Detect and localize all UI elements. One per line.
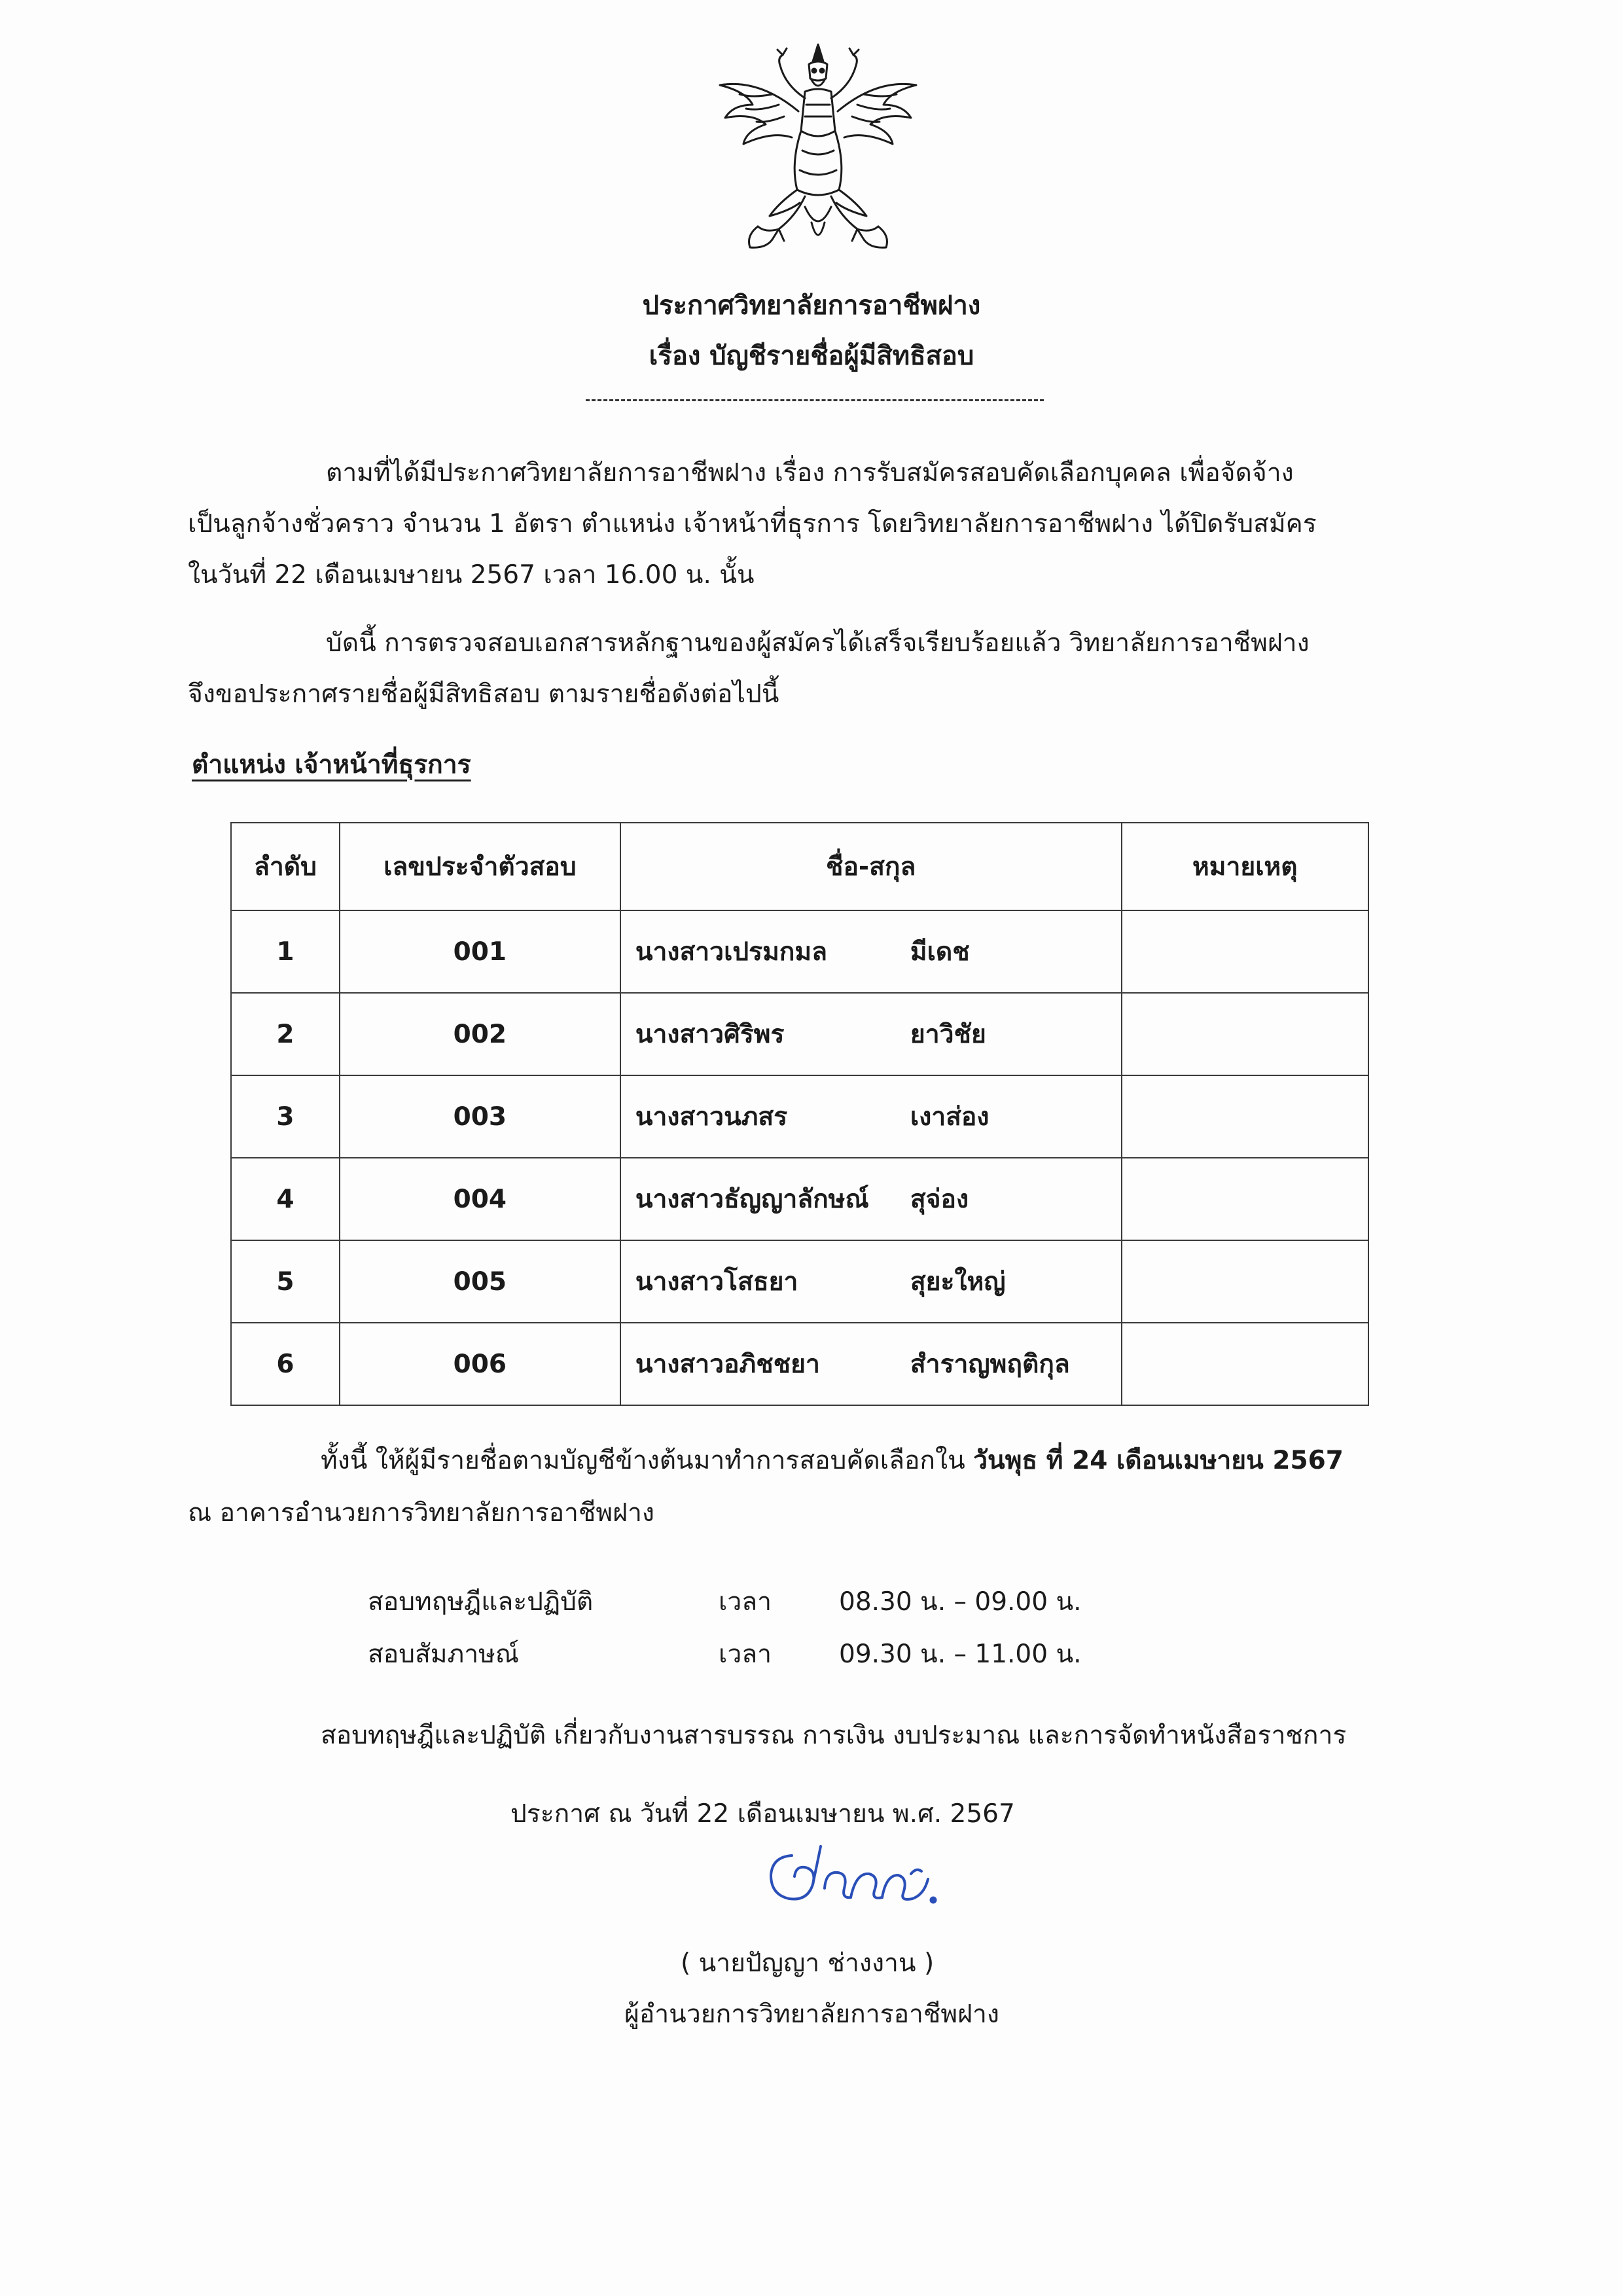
paragraph-2-line-2: จึงขอประกาศรายชื่อผู้มีสิทธิสอบ ตามรายชื่อดังต่อไปนี้ bbox=[188, 679, 779, 709]
row-exam-id: 006 bbox=[340, 1323, 620, 1405]
row-first-name: นางสาวธัญญาลักษณ์ bbox=[635, 1184, 869, 1214]
row-no: 6 bbox=[231, 1323, 340, 1405]
row-exam-id: 002 bbox=[340, 993, 620, 1075]
row-name bbox=[620, 1323, 1122, 1405]
announcement-subject: เรื่อง บัญชีรายชื่อผู้มีสิทธิสอบ bbox=[649, 341, 974, 371]
row-last-name: สุจ่อง bbox=[910, 1184, 969, 1214]
announcement-title: ประกาศวิทยาลัยการอาชีพฝาง bbox=[642, 291, 981, 321]
table-row bbox=[231, 1075, 1368, 1158]
table-row bbox=[231, 910, 1368, 993]
announcement-date: ประกาศ ณ วันที่ 22 เดือนเมษายน พ.ศ. 2567 bbox=[510, 1799, 1015, 1829]
row-no: 1 bbox=[231, 910, 340, 993]
header-exam-id: เลขประจำตัวสอบ bbox=[340, 823, 620, 910]
paragraph-1-line-3: ในวันที่ 22 เดือนเมษายน 2567 เวลา 16.00 น. นั้น bbox=[188, 560, 755, 590]
row-name bbox=[620, 993, 1122, 1075]
row-remark bbox=[1122, 910, 1368, 993]
exam-notice-prefix: ทั้งนี้ ให้ผู้มีรายชื่อตามบัญชีข้างต้นมาทำการสอบคัดเลือกใน bbox=[321, 1446, 974, 1475]
table-row bbox=[231, 993, 1368, 1075]
exam-scope: สอบทฤษฎีและปฏิบัติ เกี่ยวกับงานสารบรรณ การเงิน งบประมาณ และการจัดทำหนังสือราชการ bbox=[321, 1721, 1347, 1750]
row-exam-id: 001 bbox=[340, 910, 620, 993]
row-last-name: ยาวิชัย bbox=[910, 1019, 986, 1049]
row-exam-id: 004 bbox=[340, 1158, 620, 1240]
row-name bbox=[620, 1158, 1122, 1240]
header-name: ชื่อ-สกุล bbox=[620, 823, 1122, 910]
row-name bbox=[620, 910, 1122, 993]
row-first-name: นางสาวศิริพร bbox=[635, 1019, 785, 1049]
row-remark bbox=[1122, 993, 1368, 1075]
row-remark bbox=[1122, 1323, 1368, 1405]
row-exam-id: 005 bbox=[340, 1240, 620, 1323]
schedule-range-theory: 08.30 น. – 09.00 น. bbox=[839, 1587, 1082, 1617]
row-remark bbox=[1122, 1158, 1368, 1240]
exam-date: วันพุธ ที่ 24 เดือนเมษายน 2567 bbox=[973, 1446, 1344, 1475]
header-no: ลำดับ bbox=[231, 823, 340, 910]
paragraph-1-line-2: เป็นลูกจ้างชั่วคราว จำนวน 1 อัตรา ตำแหน่ง เจ้าหน้าที่ธุรการ โดยวิทยาลัยการอาชีพฝาง ได้ปิดรับสมัคร bbox=[188, 509, 1317, 539]
header-remark: หมายเหตุ bbox=[1122, 823, 1368, 910]
row-first-name: นางสาวอภิชชยา bbox=[635, 1349, 820, 1379]
table-header-row bbox=[231, 823, 1368, 910]
row-first-name: นางสาวเปรมกมล bbox=[635, 937, 828, 967]
exam-notice-line-2: ณ อาคารอำนวยการวิทยาลัยการอาชีพฝาง bbox=[188, 1498, 654, 1528]
row-name bbox=[620, 1075, 1122, 1158]
row-last-name: สุยะใหญ่ bbox=[910, 1266, 1006, 1297]
row-no: 3 bbox=[231, 1075, 340, 1158]
schedule-label-interview: สอบสัมภาษณ์ bbox=[368, 1640, 519, 1669]
schedule-label-theory: สอบทฤษฎีและปฏิบัติ bbox=[368, 1587, 594, 1617]
position-heading: ตำแหน่ง เจ้าหน้าที่ธุรการ bbox=[192, 750, 471, 780]
table-row bbox=[231, 1158, 1368, 1240]
table-row bbox=[231, 1323, 1368, 1405]
title-divider bbox=[586, 399, 1044, 401]
row-first-name: นางสาวโสธยา bbox=[635, 1266, 798, 1297]
row-last-name: สำราญพฤติกุล bbox=[910, 1349, 1070, 1379]
garuda-emblem-icon bbox=[707, 39, 929, 255]
row-no: 4 bbox=[231, 1158, 340, 1240]
row-name bbox=[620, 1240, 1122, 1323]
paragraph-2-line-1: บัดนี้ การตรวจสอบเอกสารหลักฐานของผู้สมัครได้เสร็จเรียบร้อยแล้ว วิทยาลัยการอาชีพฝาง bbox=[326, 628, 1310, 658]
signature-icon bbox=[753, 1842, 942, 1918]
schedule-time-label-interview: เวลา bbox=[719, 1640, 772, 1669]
row-no: 2 bbox=[231, 993, 340, 1075]
table-row bbox=[231, 1240, 1368, 1323]
schedule-time-label-theory: เวลา bbox=[719, 1587, 772, 1617]
signer-name: ( นายปัญญา ช่างงาน ) bbox=[681, 1948, 935, 1978]
row-exam-id: 003 bbox=[340, 1075, 620, 1158]
row-remark bbox=[1122, 1240, 1368, 1323]
row-remark bbox=[1122, 1075, 1368, 1158]
signer-title: ผู้อำนวยการวิทยาลัยการอาชีพฝาง bbox=[624, 2000, 999, 2029]
exam-notice-line-1 bbox=[321, 1448, 1344, 1473]
paragraph-1-line-1: ตามที่ได้มีประกาศวิทยาลัยการอาชีพฝาง เรื่อง การรับสมัครสอบคัดเลือกบุคคล เพื่อจัดจ้าง bbox=[326, 458, 1294, 488]
schedule-range-interview: 09.30 น. – 11.00 น. bbox=[839, 1640, 1082, 1669]
row-no: 5 bbox=[231, 1240, 340, 1323]
row-last-name: เงาส่อง bbox=[910, 1102, 990, 1132]
candidate-table bbox=[230, 822, 1369, 1406]
row-first-name: นางสาวนภสร bbox=[635, 1102, 788, 1132]
row-last-name: มีเดช bbox=[910, 937, 970, 967]
